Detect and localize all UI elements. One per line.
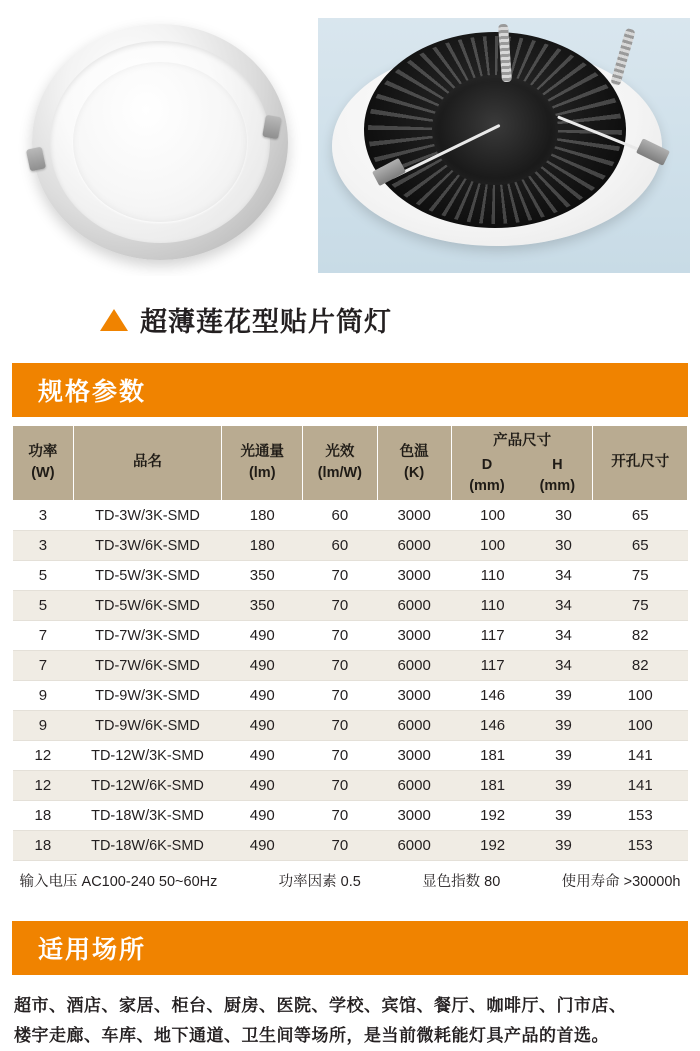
spring-right [610,28,636,87]
col-header-model-label: 品名 [133,454,162,471]
cell-cutout: 82 [593,651,688,681]
table-row [13,531,688,561]
cell-size-d: 192 [451,801,534,831]
cell-model: TD-9W/6K-SMD [73,711,222,741]
cell-model: TD-12W/6K-SMD [73,771,222,801]
cell-cutout: 100 [593,711,688,741]
cell-cutout: 75 [593,591,688,621]
cell-efficacy: 70 [303,681,377,711]
spec-table-head [13,426,688,501]
cell-power: 3 [13,501,74,531]
heatsink-core [432,75,558,185]
cell-flux: 490 [222,831,303,861]
col-header-flux-label: 光通量 [240,443,284,460]
cell-size-h: 34 [534,561,593,591]
cell-efficacy: 70 [303,801,377,831]
cell-cct: 6000 [377,771,451,801]
footnote-power-factor: 功率因素 0.5 [278,874,361,890]
col-header-size-group-label: 产品尺寸 [493,432,552,449]
cell-efficacy: 70 [303,561,377,591]
table-row [13,741,688,771]
cell-efficacy: 70 [303,711,377,741]
cell-size-d: 100 [451,501,534,531]
cell-cct: 3000 [377,741,451,771]
cell-model: TD-7W/3K-SMD [73,621,222,651]
cell-power: 9 [13,681,74,711]
spec-table-wrap [0,417,700,895]
cell-cutout: 100 [593,681,688,711]
triangle-bullet-icon [100,309,128,331]
cell-cct: 3000 [377,501,451,531]
cell-flux: 350 [222,591,303,621]
cell-size-h: 34 [534,621,593,651]
cell-efficacy: 70 [303,651,377,681]
cell-efficacy: 70 [303,771,377,801]
spec-table-header-row [13,426,688,501]
cell-size-h: 30 [534,501,593,531]
section-header-spec [12,363,688,417]
cell-size-d: 117 [451,651,534,681]
product-photo-front [10,8,310,276]
cell-power: 3 [13,531,74,561]
footnote-cri: 显色指数 80 [422,874,501,890]
cell-size-d: 117 [451,621,534,651]
col-header-power [13,426,74,501]
cell-model: TD-18W/3K-SMD [73,801,222,831]
cell-size-h: 39 [534,711,593,741]
col-header-cct-unit: (K) [404,465,425,481]
cell-power: 5 [13,591,74,621]
usage-description [0,975,700,1051]
cell-model: TD-12W/3K-SMD [73,741,222,771]
page-title: 超薄莲花型贴片筒灯 [140,307,392,337]
cell-power: 12 [13,741,74,771]
downlight-front-graphic [32,24,288,260]
cell-flux: 180 [222,501,303,531]
cell-cutout: 141 [593,771,688,801]
cell-power: 5 [13,561,74,591]
spec-footnote-cell [13,861,688,896]
cell-flux: 490 [222,741,303,771]
cell-power: 7 [13,621,74,651]
table-row [13,621,688,651]
col-header-model [73,426,222,501]
cell-size-h: 39 [534,741,593,771]
cell-model: TD-3W/3K-SMD [73,501,222,531]
cell-flux: 180 [222,531,303,561]
cell-power: 18 [13,831,74,861]
cell-flux: 350 [222,561,303,591]
cell-size-h: 39 [534,831,593,861]
cell-model: TD-5W/3K-SMD [73,561,222,591]
cell-flux: 490 [222,711,303,741]
cell-size-d: 192 [451,831,534,861]
cell-efficacy: 70 [303,741,377,771]
cell-cct: 3000 [377,681,451,711]
cell-flux: 490 [222,771,303,801]
cell-cct: 6000 [377,831,451,861]
cell-power: 18 [13,801,74,831]
col-header-flux-unit: (lm) [248,465,276,481]
cell-cutout: 153 [593,831,688,861]
col-header-size-h-label: H [552,456,563,473]
cell-size-d: 181 [451,771,534,801]
col-header-cct [377,426,451,501]
cell-efficacy: 70 [303,831,377,861]
downlight-inner-ring [73,62,247,222]
cell-efficacy: 70 [303,621,377,651]
spec-footnote-row [13,861,688,896]
usage-line-2: 楼宇走廊、车库、地下通道、卫生间等场所，是当前微耗能灯具产品的首选。 [14,1025,609,1045]
cell-model: TD-7W/6K-SMD [73,651,222,681]
table-row [13,501,688,531]
cell-size-d: 181 [451,741,534,771]
usage-line-1: 超市、酒店、家居、柜台、厨房、医院、学校、宾馆、餐厅、咖啡厅、门市店、 [14,996,627,1015]
cell-flux: 490 [222,801,303,831]
spec-table-body [13,501,688,861]
section-header-usage [12,921,688,975]
col-header-efficacy-label: 光效 [325,443,355,460]
col-header-efficacy [303,426,377,501]
cell-size-d: 146 [451,711,534,741]
cell-cct: 3000 [377,801,451,831]
cell-size-d: 146 [451,681,534,711]
cell-flux: 490 [222,651,303,681]
col-header-size-d [452,452,522,500]
table-row [13,831,688,861]
table-row [13,771,688,801]
cell-flux: 490 [222,621,303,651]
cell-cutout: 141 [593,741,688,771]
cell-model: TD-18W/6K-SMD [73,831,222,861]
table-row [13,561,688,591]
product-photo-strip [0,0,700,278]
spec-table-foot [13,861,688,896]
cell-efficacy: 60 [303,501,377,531]
page-title-row [0,278,700,355]
table-row [13,711,688,741]
cell-power: 7 [13,651,74,681]
table-row [13,681,688,711]
cell-cutout: 153 [593,801,688,831]
col-header-size-h-unit: (mm) [539,478,576,494]
cell-size-h: 39 [534,771,593,801]
cell-size-h: 34 [534,591,593,621]
col-header-size-d-unit: (mm) [469,478,505,494]
cell-size-h: 30 [534,531,593,561]
col-header-power-unit: (W) [31,465,55,481]
col-header-size-h [522,452,592,500]
cell-power: 12 [13,771,74,801]
col-header-power-label: 功率 [28,443,58,460]
cell-efficacy: 60 [303,531,377,561]
cell-size-h: 34 [534,651,593,681]
section-header-usage-label: 适用场所 [38,936,147,964]
col-header-size-group [451,426,593,501]
col-header-cutout [593,426,688,501]
cell-size-d: 110 [451,591,534,621]
cell-model: TD-5W/6K-SMD [73,591,222,621]
cell-model: TD-9W/3K-SMD [73,681,222,711]
cell-efficacy: 70 [303,591,377,621]
cell-cutout: 75 [593,561,688,591]
cell-cutout: 65 [593,531,688,561]
table-row [13,591,688,621]
cell-cutout: 82 [593,621,688,651]
table-row [13,801,688,831]
col-header-efficacy-unit: (lm/W) [317,465,363,481]
spec-table [12,425,688,895]
cell-model: TD-3W/6K-SMD [73,531,222,561]
cell-power: 9 [13,711,74,741]
cell-cct: 6000 [377,531,451,561]
table-row [13,651,688,681]
cell-size-d: 110 [451,561,534,591]
col-header-size-d-label: D [481,456,493,473]
cell-cct: 6000 [377,711,451,741]
cell-cct: 3000 [377,561,451,591]
cell-size-d: 100 [451,531,534,561]
cell-size-h: 39 [534,801,593,831]
cell-cutout: 65 [593,501,688,531]
col-header-cutout-label: 开孔尺寸 [611,454,670,471]
footnote-voltage: 输入电压 AC100-240 50~60Hz [19,874,218,890]
cell-cct: 3000 [377,621,451,651]
col-header-flux [222,426,303,501]
footnote-lifespan: 使用寿命 >30000h [561,874,681,890]
cell-flux: 490 [222,681,303,711]
section-header-spec-label: 规格参数 [38,378,147,406]
cell-cct: 6000 [377,591,451,621]
col-header-cct-label: 色温 [399,443,429,460]
product-photo-back [318,18,690,273]
cell-cct: 6000 [377,651,451,681]
cell-size-h: 39 [534,681,593,711]
